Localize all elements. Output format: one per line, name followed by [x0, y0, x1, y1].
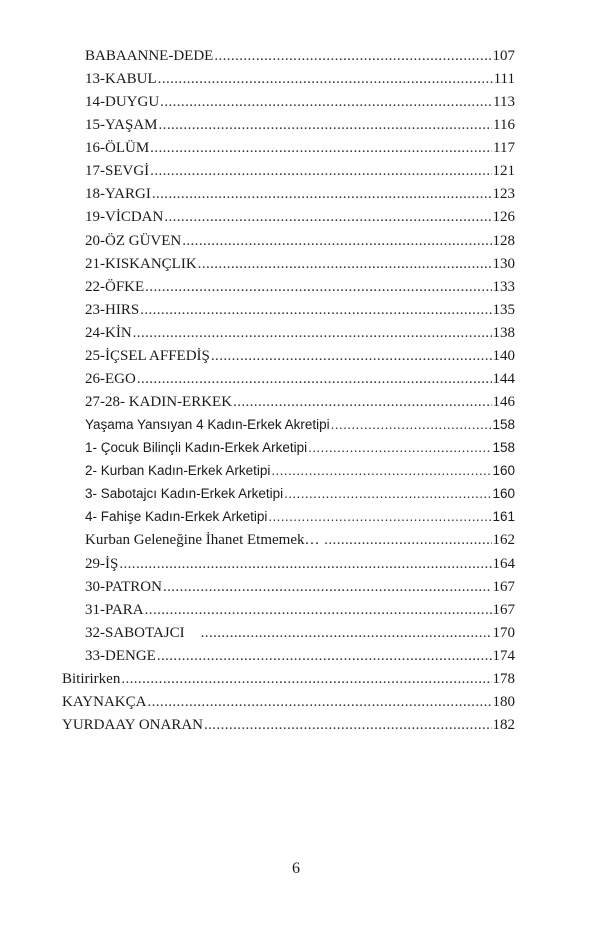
- toc-entry: [85, 254, 515, 274]
- toc-dot-leader: [145, 600, 492, 620]
- toc-entry-title: 2- Kurban Kadın-Erkek Arketipi: [85, 463, 271, 479]
- toc-entry-page: 167: [492, 578, 515, 595]
- toc-entry-page: 158: [492, 440, 515, 456]
- toc-entry-title: Bitirirken: [62, 670, 121, 687]
- toc-dot-leader: [198, 254, 492, 274]
- toc-entry: [85, 554, 515, 574]
- toc-entry: [85, 623, 515, 643]
- toc-dot-leader: [157, 646, 492, 666]
- toc-entry: [85, 231, 515, 251]
- toc-dot-leader: [150, 138, 492, 158]
- toc-dot-leader: [140, 300, 491, 320]
- toc-dot-leader: [271, 461, 491, 481]
- toc-entry-title: 17-SEVGİ: [85, 163, 150, 180]
- toc-dot-leader: [150, 161, 491, 181]
- toc-entry-title: 32-SABOTAJCI: [85, 624, 200, 641]
- toc-entry: [85, 300, 515, 320]
- toc-entry-page: 164: [492, 555, 515, 572]
- toc-dot-leader: [163, 577, 492, 597]
- toc-entry-page: 140: [492, 347, 515, 364]
- toc-entry: [85, 461, 515, 481]
- toc-dot-leader: [211, 346, 492, 366]
- toc-dot-leader: [145, 277, 491, 297]
- toc-entry-page: 138: [492, 324, 515, 341]
- toc-entry-title: BABAANNE-DEDE: [85, 48, 214, 64]
- toc-dot-leader: [158, 69, 493, 89]
- toc-entry: [85, 184, 515, 204]
- toc-entry: [85, 92, 515, 112]
- toc-entry-title: 3- Sabotajcı Kadın-Erkek Arketipi: [85, 486, 284, 502]
- toc-entry-title: 16-ÖLÜM: [85, 140, 150, 157]
- toc-entry-title: 15-YAŞAM: [85, 117, 158, 134]
- toc-entry-page: 180: [492, 693, 515, 710]
- toc-entry: [85, 646, 515, 666]
- toc-entry: [85, 369, 515, 389]
- toc-entry-page: 123: [492, 186, 515, 203]
- toc-entry-title: 18-YARGI: [85, 186, 151, 203]
- toc-dot-leader: [233, 392, 491, 412]
- toc-entry-title: 29-İŞ: [85, 555, 119, 572]
- toc-entry-title: 22-ÖFKE: [85, 278, 145, 295]
- toc-entry-title: 19-VİCDAN: [85, 209, 164, 226]
- toc-entry-page: 160: [492, 463, 515, 479]
- toc-dot-leader: [331, 415, 492, 435]
- toc-entry: [85, 277, 515, 297]
- toc-entry-title: 21-KISKANÇLIK: [85, 255, 197, 272]
- toc-dot-leader: [152, 184, 492, 204]
- toc-entry: [85, 46, 515, 66]
- toc-entry-title: 4- Fahişe Kadın-Erkek Arketipi: [85, 509, 268, 525]
- toc-dot-leader: [182, 231, 491, 251]
- toc-entry-page: 116: [493, 117, 515, 134]
- toc-dot-leader: [164, 207, 491, 227]
- page-number: 6: [292, 860, 300, 877]
- toc-entry-page: 167: [492, 601, 515, 618]
- toc-entry-page: 160: [492, 486, 515, 502]
- toc-entry-title: Kurban Geleneğine İhanet Etmemek…: [85, 532, 324, 549]
- toc-entry-page: 144: [492, 370, 515, 387]
- toc-entry-title: 27-28- KADIN-ERKEK: [85, 394, 233, 411]
- toc-entry-title: 33-DENGE: [85, 647, 156, 664]
- toc-entry-page: 162: [492, 532, 515, 549]
- toc-dot-leader: [133, 323, 492, 343]
- toc-entry: [85, 323, 515, 343]
- toc-entry: [62, 669, 515, 689]
- toc-entry-title: 14-DUYGU: [85, 94, 160, 111]
- toc-entry-page: 111: [493, 71, 515, 88]
- toc-entry-title: YURDAAY ONARAN: [62, 717, 203, 734]
- toc-entry-page: 107: [492, 48, 515, 64]
- toc-entry-page: 130: [492, 255, 515, 272]
- toc-dot-leader: [159, 115, 493, 135]
- toc-entry-title: 1- Çocuk Bilinçli Kadın-Erkek Arketipi: [85, 440, 308, 456]
- toc-entry-title: 13-KABUL: [85, 71, 157, 88]
- toc-entry: [85, 577, 515, 597]
- toc-entry: [85, 115, 515, 135]
- toc-dot-leader: [214, 46, 491, 66]
- toc-entry-page: 117: [493, 140, 515, 157]
- toc-dot-leader: [160, 92, 492, 112]
- toc-entry: [85, 346, 515, 366]
- toc-entry-page: 182: [492, 717, 515, 734]
- toc-entry-page: 174: [492, 647, 515, 664]
- toc-entry: [62, 692, 515, 712]
- toc-dot-leader: [324, 530, 491, 550]
- toc-entry-page: 135: [492, 301, 515, 318]
- toc-entry: [85, 438, 515, 458]
- toc-entry-title: 25-İÇSEL AFFEDİŞ: [85, 347, 210, 364]
- toc-dot-leader: [308, 438, 491, 458]
- toc-entry-title: 31-PARA: [85, 601, 144, 618]
- toc-entry-title: KAYNAKÇA: [62, 693, 147, 710]
- toc-entry-title: 23-HIRS: [85, 301, 140, 318]
- toc-entry: [85, 138, 515, 158]
- toc-entry-page: 161: [492, 509, 515, 525]
- toc-entry: [85, 207, 515, 227]
- toc-entry-title: Yaşama Yansıyan 4 Kadın-Erkek Akretipi: [85, 417, 330, 433]
- toc-entry-page: 170: [492, 624, 515, 641]
- toc-entry-title: 24-KİN: [85, 324, 132, 341]
- toc-entry: [85, 484, 515, 504]
- toc-dot-leader: [268, 507, 491, 527]
- toc-entry-title: 20-ÖZ GÜVEN: [85, 232, 182, 249]
- toc-entry-page: 128: [492, 232, 515, 249]
- toc-entry-page: 113: [493, 94, 515, 111]
- toc-entry: [85, 392, 515, 412]
- toc-entry-title: 30-PATRON: [85, 578, 162, 595]
- toc-dot-leader: [204, 715, 492, 735]
- toc-dot-leader: [121, 669, 491, 689]
- toc-dot-leader: [201, 623, 492, 643]
- toc-dot-leader: [137, 369, 492, 389]
- toc-entry-page: 133: [492, 278, 515, 295]
- toc-entry: [85, 415, 515, 435]
- toc-dot-leader: [119, 554, 491, 574]
- toc-entry: [85, 69, 515, 89]
- toc-entry: [85, 530, 515, 550]
- toc-entry-page: 158: [492, 417, 515, 433]
- toc-entry-title: 26-EGO: [85, 370, 136, 387]
- toc-dot-leader: [284, 484, 491, 504]
- toc-dot-leader: [147, 692, 491, 712]
- toc-entry-page: 126: [492, 209, 515, 226]
- toc-entry-page: 146: [492, 394, 515, 411]
- toc-entry-page: 178: [492, 670, 515, 687]
- toc-entry: [62, 715, 515, 735]
- toc-entry: [85, 600, 515, 620]
- toc-entry: [85, 507, 515, 527]
- toc-entry: [85, 161, 515, 181]
- toc-entry-page: 121: [492, 163, 515, 180]
